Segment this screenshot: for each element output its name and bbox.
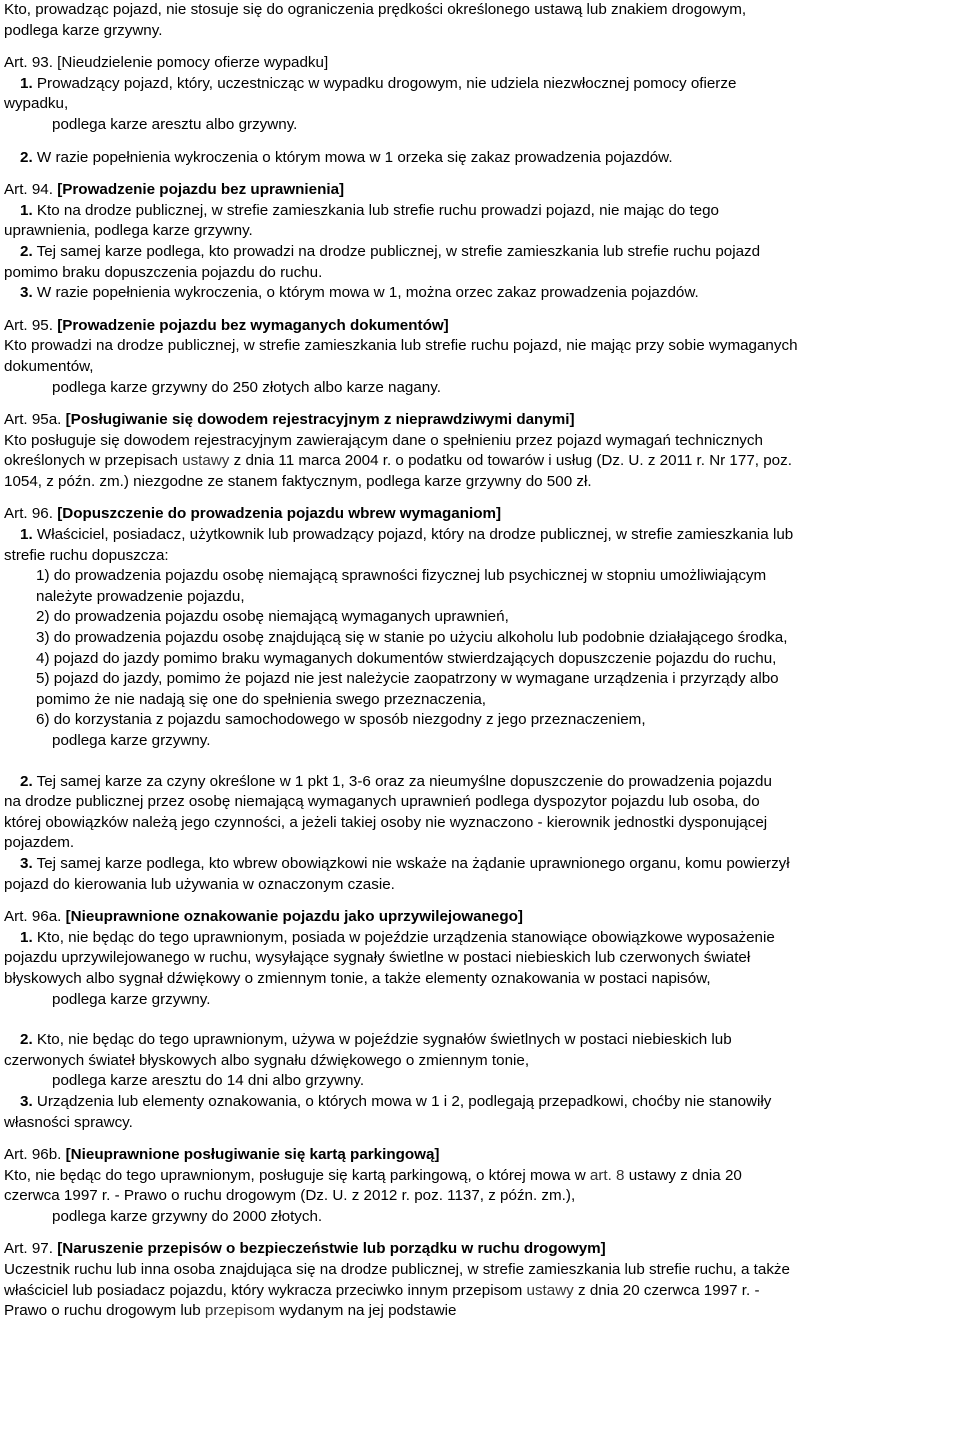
art96a-p1-line-3: błyskowych albo sygnał dźwiękowy o zmiennym tonie, a także elementy oznakowania w postaci napisów, <box>4 969 711 987</box>
art96a-p3-line-1: 3. Urządzenia lub elementy oznakowania, o których mowa w 1 i 2, podlegają przepadkowi, choćby nie stanowiły <box>20 1092 772 1110</box>
art95a-line-3: 1054, z późn. zm.) niezgodne ze stanem faktycznym, podlega karze grzywny do 500 zł. <box>4 472 592 490</box>
article-title: [Nieuprawnione oznakowanie pojazdu jako uprzywilejowanego] <box>61 908 523 926</box>
art96-item-5-cont: pomimo że nie nadają się one do spełnienia swego przeznaczenia, <box>36 690 487 708</box>
article-title: [Prowadzenie pojazdu bez uprawnienia] <box>52 181 345 199</box>
art-8-link[interactable]: art. 8 <box>589 1166 625 1184</box>
art95-line-3: podlega karze grzywny do 250 złotych albo karze nagany. <box>52 378 441 396</box>
article-title: [Nieuprawnione posługiwanie się kartą parkingową] <box>61 1146 440 1164</box>
art96b-line-1: Kto, nie będąc do tego uprawnionym, posługuje się kartą parkingową, o której mowa w art. 8 ustawy z dnia 20 <box>4 1166 742 1184</box>
art96-p2-line-1: 2. Tej samej karze za czyny określone w 1 pkt 1, 3-6 oraz za nieumyślne dopuszczenie do prowadzenia pojazdu <box>20 772 772 790</box>
paragraph-number: 1. <box>20 201 33 219</box>
art94-heading: Art. 94. [Prowadzenie pojazdu bez uprawnienia] <box>4 181 345 199</box>
article-title: [Prowadzenie pojazdu bez wymaganych dokumentów] <box>52 316 449 334</box>
art96-p3-line-1: 3. Tej samej karze podlega, kto wbrew obowiązkowi nie wskaże na żądanie uprawnionego organu, komu powierzył <box>20 854 790 872</box>
art94-p1-line-1: 1. Kto na drodze publicznej, w strefie zamieszkania lub strefie ruchu prowadzi pojazd, nie mając do tego <box>20 201 720 219</box>
art93-p1-line-3: podlega karze aresztu albo grzywny. <box>52 115 298 133</box>
art95-line-1: Kto prowadzi na drodze publicznej, w strefie zamieszkania lub strefie ruchu pojazd, nie mając przy sobie wymaganych <box>4 337 798 355</box>
art96-item-5: 5) pojazd do jazdy, pomimo że pojazd nie jest należycie zaopatrzony w wymagane urządzenia i przyrządy albo <box>36 670 779 688</box>
art96-item-6: 6) do korzystania z pojazdu samochodowego w sposób niezgodny z jego przeznaczeniem, <box>36 711 646 729</box>
paragraph-number: 3. <box>20 854 33 872</box>
art95a-line-1: Kto posługuje się dowodem rejestracyjnym zawierającym dane o spełnieniu przez pojazd wymagań technicznych <box>4 431 763 449</box>
art96a-heading: Art. 96a. [Nieuprawnione oznakowanie pojazdu jako uprzywilejowanego] <box>4 908 523 926</box>
art95a-line-2: określonych w przepisach ustawy z dnia 11 marca 2004 r. o podatku od towarów i usług (Dz. U. z 2011 r. Nr 177, poz. <box>4 452 792 470</box>
art92-line-1: Kto, prowadząc pojazd, nie stosuje się do ograniczenia prędkości określonego ustawą lub znakiem drogowym, <box>4 1 747 18</box>
art93-p1-line-2: wypadku, <box>4 95 69 113</box>
paragraph-number: 2. <box>20 242 33 260</box>
paragraph-number: 1. <box>20 74 33 92</box>
art96a-p1-line-1: 1. Kto, nie będąc do tego uprawnionym, posiada w pojeździe urządzenia stanowiące obowiązkowe wyposażenie <box>20 928 775 946</box>
art97-line-1: Uczestnik ruchu lub inna osoba znajdująca się na drodze publicznej, w strefie zamieszkania lub strefie ruchu, a także <box>4 1261 790 1279</box>
art96a-p2-line-3: podlega karze aresztu do 14 dni albo grzywny. <box>52 1072 365 1090</box>
art96-heading: Art. 96. [Dopuszczenie do prowadzenia pojazdu wbrew wymaganiom] <box>4 505 502 523</box>
art96-item-4: 4) pojazd do jazdy pomimo braku wymaganych dokumentów stwierdzających dopuszczenie pojazdu do ruchu, <box>36 649 777 667</box>
art94-p1-line-2: uprawnienia, podlega karze grzywny. <box>4 222 253 240</box>
paragraph-number: 3. <box>20 1092 33 1110</box>
art96a-p1-line-2: pojazdu uprzywilejowanego w ruchu, wysyłające sygnały świetlne w postaci niebieskich lub czerwonych świateł <box>4 949 751 967</box>
art97-heading: Art. 97. [Naruszenie przepisów o bezpieczeństwie lub porządku w ruchu drogowym] <box>4 1240 606 1258</box>
art95-heading: Art. 95. [Prowadzenie pojazdu bez wymaganych dokumentów] <box>4 316 449 334</box>
paragraph-number: 2. <box>20 1031 33 1049</box>
art96a-p3-line-2: własności sprawcy. <box>4 1113 133 1131</box>
art94-p2-line-1: 2. Tej samej karze podlega, kto prowadzi na drodze publicznej, w strefie zamieszkania lub strefie ruchu pojazd <box>20 242 761 260</box>
art92-line-2: podlega karze grzywny. <box>4 21 163 39</box>
art93-p1-line-1: 1. Prowadzący pojazd, który, uczestnicząc w wypadku drogowym, nie udziela niezwłocznej pomocy ofierze <box>20 74 737 92</box>
art94-p3: 3. W razie popełnienia wykroczenia, o którym mowa w 1, można orzec zakaz prowadzenia pojazdów. <box>20 284 699 302</box>
art96-p1-line-2: strefie ruchu dopuszcza: <box>4 546 169 564</box>
paragraph-number: 2. <box>20 148 33 166</box>
art97-line-3: Prawo o ruchu drogowym lub przepisom wydanym na jej podstawie <box>4 1302 457 1320</box>
art96-p3-line-2: pojazd do kierowania lub używania w oznaczonym czasie. <box>4 875 395 893</box>
ustawy-link[interactable]: ustawy <box>526 1281 574 1299</box>
paragraph-number: 3. <box>20 284 33 302</box>
article-title: [Dopuszczenie do prowadzenia pojazdu wbrew wymaganiom] <box>52 505 502 523</box>
article-title: [Posługiwanie się dowodem rejestracyjnym z nieprawdziwymi danymi] <box>61 411 575 429</box>
art96a-p2-line-2: czerwonych świateł błyskowych albo sygnału dźwiękowego o zmiennym tonie, <box>4 1051 530 1069</box>
art96b-line-3: podlega karze grzywny do 2000 złotych. <box>52 1207 323 1225</box>
art96-p2-line-4: pojazdem. <box>4 834 75 852</box>
art96b-heading: Art. 96b. [Nieuprawnione posługiwanie się kartą parkingową] <box>4 1146 440 1164</box>
art96-p2-line-2: na drodze publicznej przez osobę niemającą wymaganych uprawnień podlega dyspozytor pojazdu lub osoba, do <box>4 793 760 811</box>
art96-item-1-cont: należyte prowadzenie pojazdu, <box>36 587 245 605</box>
art96-p1-line-1: 1. Właściciel, posiadacz, użytkownik lub prowadzący pojazd, który na drodze publicznej, w strefie zamieszkania lub <box>20 526 794 544</box>
art95-line-2: dokumentów, <box>4 357 94 375</box>
paragraph-number: 2. <box>20 772 33 790</box>
art93-heading: Art. 93. [Nieudzielenie pomocy ofierze wypadku] <box>4 54 329 72</box>
ustawy-link[interactable]: ustawy <box>182 452 230 470</box>
art95a-heading: Art. 95a. [Posługiwanie się dowodem rejestracyjnym z nieprawdziwymi danymi] <box>4 411 575 429</box>
art96-item-3: 3) do prowadzenia pojazdu osobę znajdującą się w stanie po użyciu alkoholu lub podobnie działającego środka, <box>36 629 788 647</box>
paragraph-number: 1. <box>20 526 33 544</box>
art96-p1-end: podlega karze grzywny. <box>52 732 211 749</box>
art93-p2: 2. W razie popełnienia wykroczenia o którym mowa w 1 orzeka się zakaz prowadzenia pojazdów. <box>20 148 673 166</box>
art96-item-2: 2) do prowadzenia pojazdu osobę niemającą wymaganych uprawnień, <box>36 608 509 626</box>
paragraph-number: 1. <box>20 928 33 946</box>
art96a-p2-line-1: 2. Kto, nie będąc do tego uprawnionym, używa w pojeździe sygnałów świetlnych w postaci niebieskich lub <box>20 1031 732 1049</box>
art97-line-2: właściciel lub posiadacz pojazdu, który wykracza przeciwko innym przepisom ustawy z dnia 20 czerwca 1997 r. - <box>4 1281 760 1299</box>
art96b-line-2: czerwca 1997 r. - Prawo o ruchu drogowym (Dz. U. z 2012 r. poz. 1137, z późn. zm.), <box>4 1187 576 1205</box>
art96-item-1: 1) do prowadzenia pojazdu osobę niemającą sprawności fizycznej lub psychicznej w stopniu umożliwiającym <box>36 567 767 585</box>
art96-p2-line-3: której obowiązków należą jego czynności, a jeżeli takiej osoby nie wyznaczono - kierownik jednostki dysponującej <box>4 813 768 831</box>
article-title: [Naruszenie przepisów o bezpieczeństwie lub porządku w ruchu drogowym] <box>52 1240 606 1258</box>
art94-p2-line-2: pomimo braku dopuszczenia pojazdu do ruchu. <box>4 263 323 281</box>
art96a-p1-line-4: podlega karze grzywny. <box>52 990 211 1008</box>
przepisom-link[interactable]: przepisom <box>204 1302 275 1320</box>
